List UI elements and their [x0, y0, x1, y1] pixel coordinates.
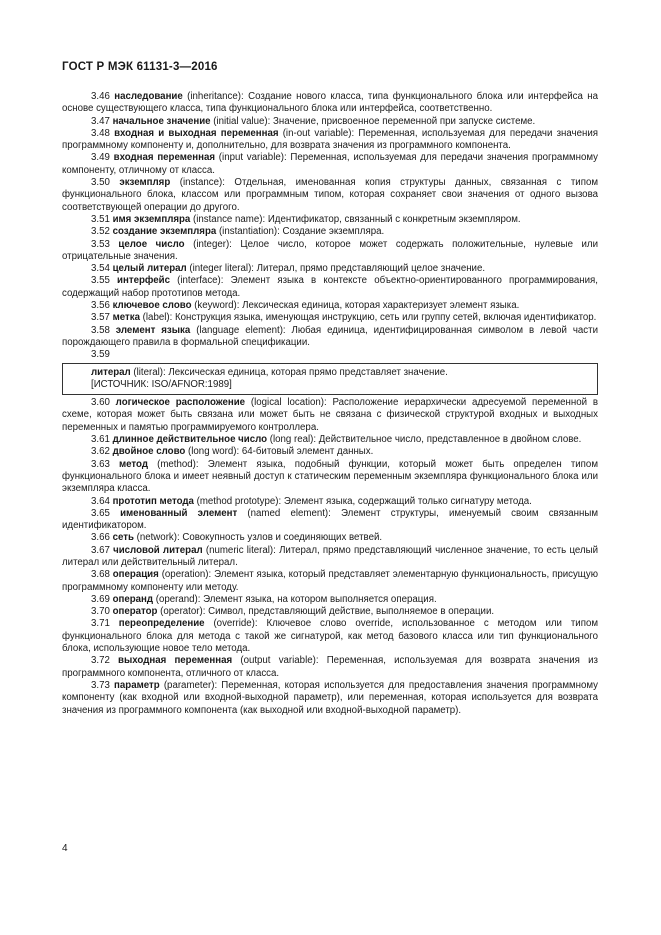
definition-entry — [62, 446, 598, 458]
entry-number: 3.47 — [91, 115, 110, 127]
entry-number: 3.72 — [91, 655, 110, 667]
entry-number: 3.54 — [91, 263, 110, 275]
entry-definition: (long real): Действительное число, представленное в двойном слове. — [267, 434, 582, 446]
entry-definition: (override): Ключевое слово override, использованное с методом или типом функционального блока для метода с такой же сигнатурой, как метод базового класса или тип функционального блока, использующие новое тело метода. — [62, 618, 598, 655]
definition-entry — [62, 532, 598, 544]
entry-term: оператор — [112, 606, 158, 618]
entry-term: начальное значение — [112, 115, 211, 127]
entry-definition: (keyword): Лексическая единица, которая характеризует элемент языка. — [191, 300, 520, 312]
entry-number: 3.62 — [91, 446, 110, 458]
entry-definition: (instance): Отдельная, именованная копия структуры данных, связанная с типом функционального блока, классом или программным типом, которая сохраняет свои значения от одного вызова соответствующей операции до другого. — [62, 177, 598, 213]
entry-definition: (instantiation): Создание экземпляра. — [216, 226, 385, 238]
boxed-term: литерал — [91, 366, 131, 378]
definition-entry — [62, 91, 598, 116]
definition-entry — [62, 128, 598, 153]
entry-definition: (label): Конструкция языка, именующая инструкцию, сеть или группу сетей, включая идентификатор. — [139, 312, 597, 324]
definition-entry — [62, 312, 598, 324]
entry-number: 3.66 — [91, 532, 110, 544]
entry-definition: (method prototype): Элемент языка, содержащий только сигнатуру метода. — [193, 495, 532, 507]
entry-term: ключевое слово — [112, 300, 192, 312]
entry-term: операция — [112, 569, 159, 581]
definition-entry — [62, 263, 598, 275]
entry-definition: (initial value): Значение, присвоенное переменной при запуске системе. — [210, 115, 536, 127]
entry-definition: (interface): Элемент языка в контексте объектно-ориентированного программирования, содержащий набор прототипов метода. — [62, 275, 598, 299]
entry-definition: (operator): Символ, представляющий действие, выполняемое в операции. — [157, 606, 495, 618]
entry-term: наследование — [114, 91, 183, 102]
entry-definition: (numeric literal): Литерал, прямо представляющий численное значение, то есть целый литерал или действительный литерал. — [62, 544, 598, 568]
entry-term: прототип метода — [112, 495, 194, 507]
entry-definition: (language element): Любая единица, идентифицированная символом в левой части порождающего правила в формальной спецификации. — [62, 324, 598, 348]
entry-number: 3.61 — [91, 434, 110, 446]
entry-term: операнд — [112, 593, 154, 605]
boxed-entry-number: 3.59 — [91, 349, 110, 361]
definitions-block-1 — [62, 91, 598, 349]
entry-term: сеть — [112, 532, 134, 544]
entry-definition: (network): Совокупность узлов и соединяющих ветвей. — [133, 532, 383, 544]
entry-term: целый литерал — [112, 263, 187, 275]
entry-definition: (operand): Элемент языка, на котором выполняется операция. — [153, 593, 437, 605]
entry-definition: (named element): Элемент структуры, именуемый своим связанным идентификатором. — [62, 507, 598, 532]
page-number: 4 — [62, 843, 68, 854]
entry-number: 3.69 — [91, 593, 110, 605]
entry-definition: (input variable): Переменная, используемая для передачи значения программному компоненту, отличному от класса. — [62, 152, 598, 176]
definition-entry — [62, 275, 598, 300]
definition-entry — [62, 434, 598, 446]
entry-number: 3.49 — [91, 152, 110, 164]
entry-definition: (logical location): Расположение иерархически адресуемой переменной в схеме, которая может быть связана или может быть не связана с физической структурой входных и выходных переменных и памятью программируемого контроллера. — [62, 397, 598, 433]
definition-entry — [62, 300, 598, 312]
entry-number: 3.48 — [91, 127, 110, 139]
definition-entry — [62, 226, 598, 238]
entry-term: именованный элемент — [120, 507, 238, 519]
entry-number: 3.55 — [91, 275, 110, 287]
entry-number: 3.46 — [91, 91, 110, 102]
entry-number: 3.65 — [91, 507, 110, 519]
entry-term: создание экземпляра — [112, 226, 217, 238]
entry-definition: (in-out variable): Переменная, используемая для передачи значения программному компоненту и, дополнительно, для возврата значения из программного компонента. — [62, 127, 598, 152]
entry-term: параметр — [114, 679, 160, 691]
entry-number: 3.60 — [91, 397, 110, 409]
entry-number: 3.57 — [91, 312, 110, 324]
boxed-definition — [62, 363, 598, 396]
entry-number: 3.64 — [91, 495, 110, 507]
document-body — [62, 91, 598, 717]
entry-number: 3.58 — [91, 324, 110, 336]
definition-entry — [62, 496, 598, 508]
definition-entry — [62, 618, 598, 655]
definition-entry — [62, 152, 598, 177]
entry-definition: (long word): 64-битовый элемент данных. — [185, 446, 374, 458]
entry-term: выходная переменная — [118, 655, 233, 667]
entry-term: двойное слово — [112, 446, 186, 458]
definition-entry — [62, 508, 598, 533]
entry-definition: (output variable): Переменная, используемая для возврата значения из программного компонента, отличного от класса. — [62, 655, 598, 679]
entry-term: метод — [119, 458, 148, 470]
definition-entry — [62, 606, 598, 618]
entry-number: 3.71 — [91, 618, 110, 630]
definition-entry — [62, 239, 598, 264]
entry-definition: (instance name): Идентификатор, связанный с конкретным экземпляром. — [190, 213, 521, 225]
entry-term: входная и выходная переменная — [114, 127, 279, 139]
entry-number: 3.51 — [91, 213, 110, 225]
definition-entry — [62, 397, 598, 434]
definition-entry — [62, 459, 598, 496]
entry-term: входная переменная — [113, 152, 216, 164]
entry-number: 3.52 — [91, 226, 110, 238]
entry-number: 3.56 — [91, 300, 110, 312]
entry-definition: (integer literal): Литерал, прямо представляющий целое значение. — [186, 263, 486, 275]
entry-number: 3.50 — [91, 177, 110, 189]
definition-entry — [62, 569, 598, 594]
definition-entry — [62, 177, 598, 214]
definition-entry — [62, 655, 598, 680]
definition-entry — [62, 116, 598, 128]
entry-number: 3.73 — [91, 679, 110, 691]
definition-entry — [62, 680, 598, 717]
entry-number: 3.63 — [91, 458, 110, 470]
entry-term: имя экземпляра — [112, 213, 191, 225]
boxed-definition-rest: (literal): Лексическая единица, которая прямо представляет значение. — [130, 366, 448, 378]
boxed-definition-text — [91, 367, 591, 379]
entry-term: числовой литерал — [113, 544, 203, 556]
entry-term: экземпляр — [119, 177, 171, 189]
entry-term: целое число — [118, 238, 185, 250]
definition-entry — [62, 214, 598, 226]
entry-term: метка — [112, 312, 140, 324]
entry-number: 3.70 — [91, 606, 110, 618]
definition-entry — [62, 594, 598, 606]
entry-term: интерфейс — [117, 275, 170, 287]
definition-entry — [62, 545, 598, 570]
document-header: ГОСТ Р МЭК 61131-3—2016 — [62, 61, 218, 73]
definition-entry — [62, 325, 598, 350]
entry-definition: (inheritance): Создание нового класса, типа функционального блока или интерфейса на основе существующего класса, типа функционального блока или интерфейса, соответственно. — [62, 91, 598, 115]
entry-number: 3.67 — [91, 544, 110, 556]
entry-definition: (method): Элемент языка, подобный функции, который может быть определен типом функционального блока и имеет неявный доступ к статическим переменным экземпляра функционального блока или экземпляра класса. — [62, 458, 598, 495]
entry-term: логическое расположение — [115, 397, 246, 409]
entry-term: переопределение — [118, 618, 205, 630]
entry-definition: (integer): Целое число, которое может содержать положительные, нулевые или отрицательные значения. — [62, 238, 598, 262]
entry-term: элемент языка — [115, 324, 191, 336]
boxed-source: [ИСТОЧНИК: ISO/AFNOR:1989] — [91, 378, 232, 390]
entry-term: длинное действительное число — [112, 434, 268, 446]
definitions-block-2 — [62, 397, 598, 717]
entry-definition: (parameter): Переменная, которая используется для предоставления значения программному компоненту (как входной или входной-выходной параметр), или переменная, которая используется для возврата значения из программного компонента (как выходной или входной-выходной параметр). — [62, 679, 598, 716]
entry-number: 3.53 — [91, 238, 110, 250]
entry-definition: (operation): Элемент языка, который представляет элементарную функциональность, присущую программному компоненту или методу. — [62, 569, 598, 593]
entry-number: 3.68 — [91, 569, 110, 581]
